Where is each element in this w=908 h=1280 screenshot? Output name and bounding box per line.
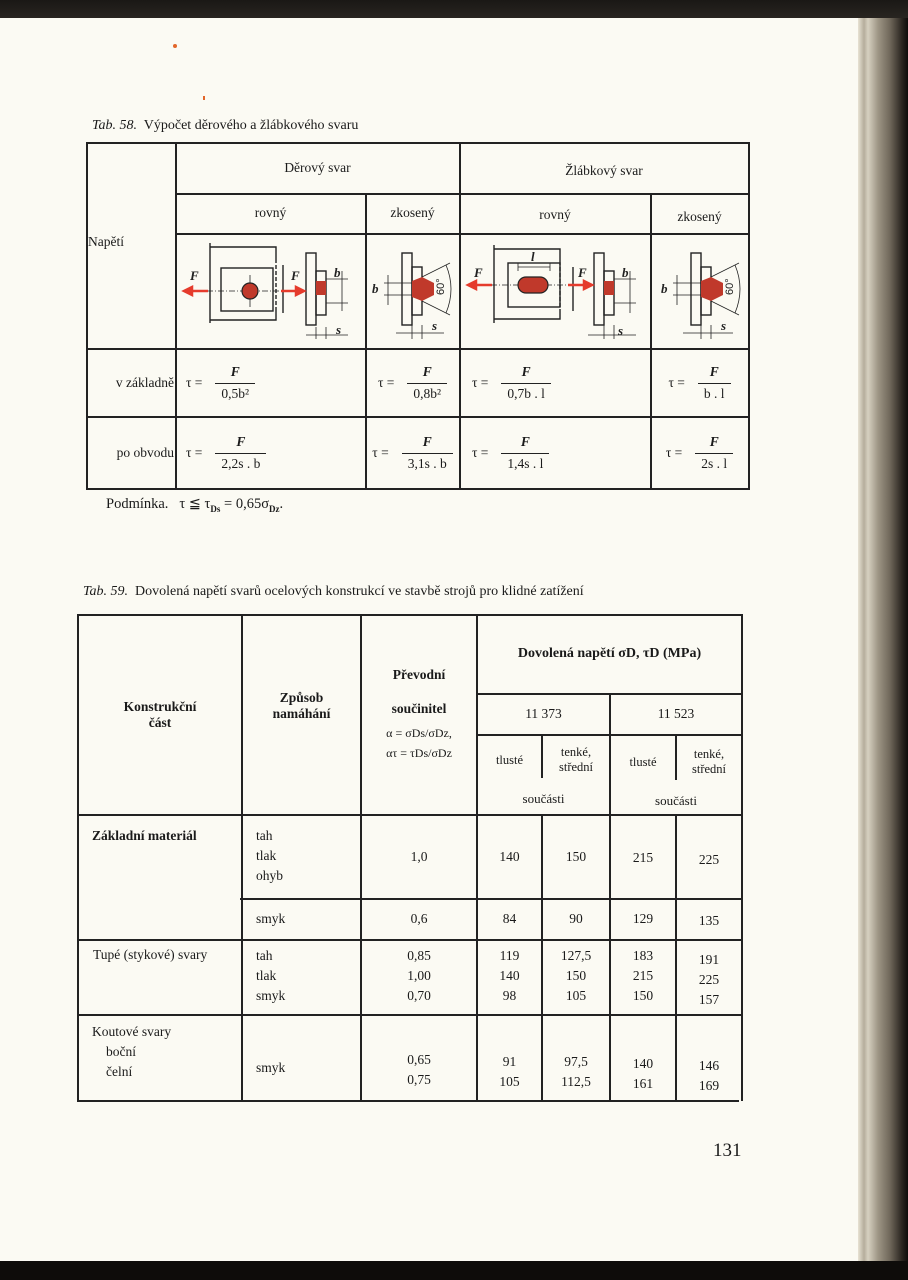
label-F: F (578, 265, 587, 280)
formula-cell (366, 418, 459, 488)
label-b: b (622, 265, 629, 280)
mode-text: tlak (256, 968, 277, 983)
formula-lhs: τ = (472, 374, 489, 390)
coef-text: 0,65 (407, 1052, 431, 1067)
rule (741, 614, 743, 1101)
page-number: 131 (713, 1140, 742, 1161)
header-steel-11373: 11 373 (525, 706, 562, 722)
formula-num: F (709, 434, 719, 450)
value-text: 105 (499, 1074, 520, 1089)
value-text: 169 (698, 1078, 720, 1093)
tab59-caption (83, 584, 584, 600)
value-text: 140 (499, 968, 520, 983)
value-cell: 150 (565, 848, 587, 864)
value-cell: 140 (499, 848, 520, 864)
value-text: 105 (565, 988, 587, 1003)
row-coef: 0,6 (410, 911, 428, 927)
value-text: 146 (698, 1058, 720, 1073)
weld-slot (518, 277, 548, 293)
mode-text: ohyb (256, 868, 283, 883)
formula-lhs: τ = (372, 444, 389, 460)
rule (77, 1014, 743, 1016)
force-arrow-left (184, 287, 208, 295)
formula-lhs: τ = (377, 374, 395, 390)
formula-den: 2s . l (695, 453, 733, 472)
mode-text: tah (256, 948, 273, 963)
book-spine-edge (858, 18, 908, 1266)
header-zpusob-namahani (243, 616, 360, 796)
formula-lhs: τ = (186, 374, 203, 390)
value-cell (677, 950, 741, 1010)
group-derovy: Děrový svar (284, 160, 351, 176)
header-text: tenké, (560, 745, 592, 759)
weld-section (604, 281, 614, 295)
condition-formula: = 0,65σ (220, 496, 270, 512)
value-text: 215 (632, 968, 654, 983)
header-text: část (148, 715, 172, 730)
label-b: b (334, 265, 341, 280)
value-cell (543, 946, 609, 1006)
sub-zkoseny: zkosený (677, 209, 722, 225)
formula-den: 0,8b² (407, 383, 447, 402)
header-text: Převodní (392, 666, 446, 682)
label-F: F (474, 265, 483, 280)
condition-formula: . (279, 496, 284, 512)
formula-num: F (709, 364, 719, 380)
header-tenke-stredni (543, 736, 609, 784)
header-text: Konstrukční (123, 698, 197, 714)
rule (77, 1100, 739, 1102)
label-F: F (291, 268, 300, 283)
part-text: Koutové svary (92, 1024, 172, 1039)
label-s: s (432, 318, 438, 333)
diagram-hole-weld-straight (176, 235, 365, 347)
formula-cell (651, 350, 748, 416)
value-text: 150 (632, 988, 654, 1003)
formula-num: F (236, 434, 246, 450)
mode-text: smyk (256, 988, 286, 1003)
weld-spot (242, 283, 258, 299)
label-s: s (618, 323, 624, 338)
ink-speck (203, 96, 205, 100)
value-text: 183 (632, 948, 654, 963)
value-cell: 215 (632, 849, 654, 865)
value-cell: 90 (569, 911, 583, 927)
row-modes (256, 826, 283, 886)
part-sub-text: čelní (106, 1064, 133, 1079)
header-formula: α = σDs/σDz, (386, 726, 452, 741)
condition-subscript: Ds (210, 503, 221, 514)
header-text: součinitel (391, 701, 447, 716)
formula-num: F (520, 434, 530, 450)
formula-den: 2,2s . b (215, 453, 266, 472)
header-steel-11523: 11 523 (657, 706, 695, 722)
formula-lhs: τ = (186, 444, 203, 460)
label-angle: 60° (724, 278, 736, 295)
row-mode: smyk (256, 1059, 286, 1075)
header-text: střední (558, 760, 594, 774)
value-text: 140 (632, 1056, 654, 1071)
value-text: 157 (698, 992, 720, 1007)
force-arrow-right (281, 287, 304, 295)
force-arrow-left (468, 281, 492, 289)
mode-text: tlak (256, 848, 277, 863)
value-text: 225 (698, 972, 720, 987)
ink-speck (173, 44, 177, 48)
formula-num: F (230, 364, 240, 380)
row-label-obvodu: po obvodu (116, 444, 174, 460)
tab58-caption-title: Výpočet děrového a žlábkového svaru (143, 118, 359, 133)
value-cell (478, 1052, 541, 1092)
sub-rovny: rovný (254, 205, 287, 221)
header-tenke-stredni (677, 738, 741, 786)
scan-bottom-border (0, 1261, 908, 1280)
value-cell: 84 (502, 911, 517, 927)
tab58-caption (92, 118, 358, 134)
header-text: tenké, (693, 747, 725, 761)
sub-zkoseny: zkosený (390, 205, 435, 221)
label-F: F (190, 268, 199, 283)
value-cell (611, 946, 675, 1006)
row-label-zakladne: v základně (115, 374, 174, 390)
label-angle: 60° (435, 278, 447, 295)
header-text: střední (691, 762, 727, 776)
header-text: Způsob (279, 689, 324, 705)
condition-label: Podmínka. (106, 496, 169, 512)
formula-num: F (422, 434, 432, 450)
value-text: 127,5 (560, 948, 592, 963)
formula-lhs: τ = (668, 374, 685, 390)
header-text: namáhání (272, 706, 331, 721)
value-text: 119 (499, 948, 520, 963)
formula-cell (186, 350, 364, 416)
row-modes (256, 946, 285, 1006)
header-konstrukcni-cast (79, 616, 241, 814)
condition-formula: τ ≦ τ (179, 496, 211, 512)
value-cell (543, 1052, 609, 1092)
value-text: 98 (502, 988, 517, 1003)
rule (748, 142, 750, 489)
coef-text: 1,00 (407, 968, 431, 983)
header-soucasti: součásti (522, 791, 565, 807)
value-text: 191 (698, 952, 720, 967)
row-part-koutove (92, 1022, 171, 1082)
value-text: 150 (565, 968, 587, 983)
header-prevodni-soucinitel (362, 616, 476, 814)
formula-cell (472, 418, 650, 488)
formula-lhs: τ = (472, 444, 489, 460)
formula-lhs: τ = (665, 444, 683, 460)
value-cell: 225 (698, 851, 720, 867)
weld-section (412, 277, 434, 301)
label-s: s (721, 318, 727, 333)
part-sub-text: boční (106, 1044, 136, 1059)
label-s: s (336, 322, 342, 337)
force-arrow-right (568, 281, 592, 289)
scan-top-border (0, 0, 908, 20)
header-formula: ατ = τDs/σDz (386, 746, 452, 761)
weld-section (701, 277, 723, 301)
rule (77, 939, 743, 941)
formula-num: F (521, 364, 531, 380)
value-text: 97,5 (564, 1054, 588, 1069)
coef-text: 0,75 (407, 1072, 431, 1087)
row-part-tupe: Tupé (stykové) svary (93, 946, 208, 962)
row-mode: smyk (256, 911, 286, 927)
formula-den: 3,1s . b (402, 453, 453, 472)
formula-cell (472, 350, 650, 416)
header-tluste: tlusté (629, 754, 657, 769)
formula-den: 0,5b² (215, 383, 255, 402)
value-cell (677, 1056, 741, 1096)
value-cell (611, 1054, 675, 1094)
coef-text: 0,70 (407, 988, 431, 1003)
value-text: 91 (502, 1054, 517, 1069)
formula-cell (186, 418, 364, 488)
value-text: 161 (632, 1076, 654, 1091)
formula-den: b . l (698, 383, 731, 402)
diagram-hole-weld-bevel (366, 235, 459, 347)
diagram-slot-weld-bevel (651, 239, 748, 347)
weld-section (316, 281, 326, 295)
tab58-caption-label: Tab. 58. (92, 118, 138, 133)
value-text: 112,5 (561, 1074, 591, 1089)
row-part-zakladni: Základní materiál (92, 827, 197, 843)
value-cell (478, 946, 541, 1006)
formula-cell (651, 418, 748, 488)
label-b: b (661, 281, 668, 296)
header-dovolena-napeti: Dovolená napětí σD, τD (MPa) (517, 646, 702, 662)
condition-subscript: Dz (269, 503, 280, 514)
formula-cell (366, 350, 459, 416)
value-cell: 135 (698, 913, 720, 929)
napeti-label: Napětí (88, 233, 124, 249)
label-b: b (372, 281, 379, 296)
tab58-condition (106, 496, 283, 514)
formula-den: 1,4s . l (501, 453, 549, 472)
row-coefs (362, 946, 476, 1006)
header-soucasti: součásti (655, 793, 697, 809)
header-tluste: tlusté (495, 752, 524, 767)
sub-rovny: rovný (539, 207, 571, 223)
diagram-slot-weld-straight (460, 237, 650, 347)
group-zlabkovy: Žlábkový svar (565, 163, 643, 179)
formula-den: 0,7b . l (501, 383, 551, 402)
row-coefs (362, 1050, 476, 1090)
coef-text: 0,85 (407, 948, 431, 963)
label-l: l (531, 249, 535, 264)
value-cell: 129 (632, 911, 654, 927)
formula-num: F (422, 364, 432, 380)
tab59-caption-title: Dovolená napětí svarů ocelových konstrukcí ve stavbě strojů pro klidné zatížení (135, 584, 584, 599)
tab59-caption-label: Tab. 59. (83, 584, 129, 599)
row-coef: 1,0 (410, 848, 428, 864)
mode-text: tah (256, 828, 273, 843)
